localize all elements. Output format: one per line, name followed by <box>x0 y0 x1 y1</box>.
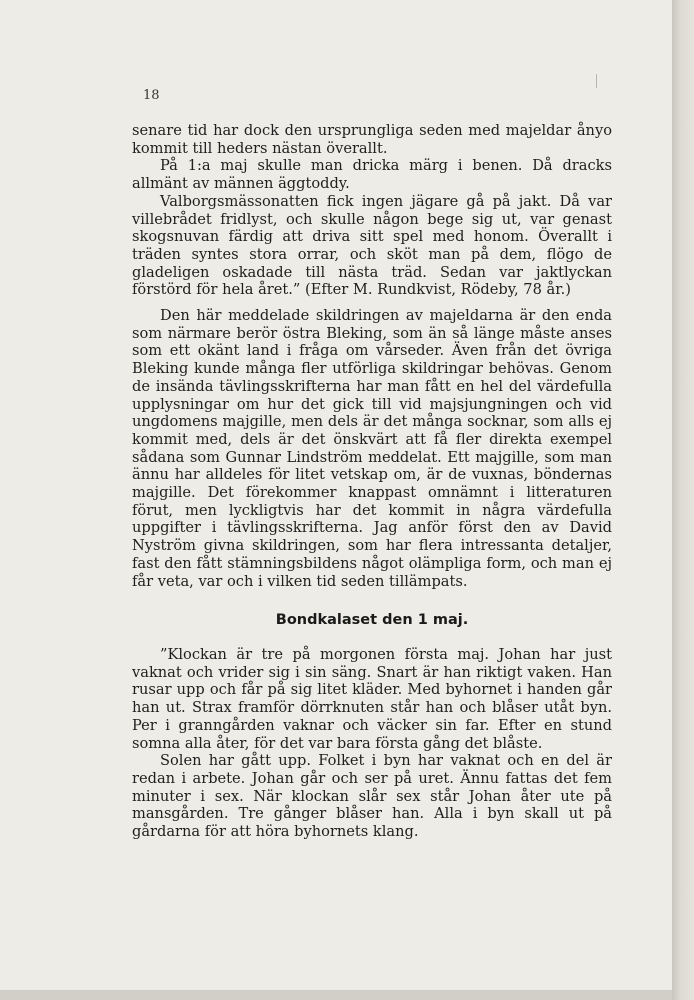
paragraph-6: Solen har gått upp. Folket i byn har vaknat och en del är redan i arbete. Johan går och ser på uret. Ännu fattas det fem minuter i sex. När klockan slår sex står Johan åter ute på mansgården. Tre gånger blåser han. Alla i byn skall ut på gårdarna för att höra byhornets klang. <box>132 752 612 841</box>
page-number: 18 <box>143 88 160 103</box>
paragraph-2: På 1:a maj skulle man dricka märg i benen. Då dracks allmänt av männen äggtoddy. <box>132 157 612 193</box>
page-edge <box>672 0 694 1000</box>
body-text <box>132 122 612 841</box>
paragraph-3: Valborgsmässonatten fick ingen jägare gå på jakt. Då var villebrådet fridlyst, och skulle någon bege sig ut, var genast skogsnuvan färdig att driva sitt spel med honom. Överallt i träden syntes stora orrar, och sköt man på dem, flögo de gladeligen oskadade till nästa träd. Sedan var jaktlyckan förstörd för hela året.” (Efter M. Rundkvist, Rödeby, 78 år.) <box>132 192 612 299</box>
paragraph-5: ”Klockan är tre på morgonen första maj. Johan har just vaknat och vrider sig i sin säng. Snart är han riktigt vaken. Han rusar upp och får på sig litet kläder. Med byhornet i handen går han ut. Strax framför dörrknuten står han och blåser utåt byn. Per i granngården vaknar och väcker sin far. Efter en stund somna alla åter, för det var bara första gång det blåste. <box>132 645 612 752</box>
paragraph-4: Den här meddelade skildringen av majeldarna är den enda som närmare berör östra Bleking, som än så länge måste anses som ett okänt land i fråga om vårseder. Även från det övriga Bleking kunde många fler utförliga skildringar behövas. Genom de insända tävlingsskrifterna har man fått en hel del värdefulla upplysningar om hur det gick till vid majsjungningen och vid ungdomens majgille, men dels är det många socknar, som alls ej kommit med, dels är det önskvärt att få fler direkta exempel sådana som Gunnar Lindström meddelat. Ett majgille, som man ännu har alldeles för litet vetskap om, är de vuxnas, böndernas majgille. Det förekommer knappast omnämnt i litteraturen förut, men lyckligtvis har det kommit in några värdefulla uppgifter i tävlingsskrifterna. Jag anför först den av David Nyström givna skildringen, som har flera intressanta detaljer, fast den fått stämningsbildens något olämpliga form, och man ej får veta, var och i vilken tid seden tillämpats. <box>132 307 612 590</box>
section-heading: Bondkalaset den 1 maj. <box>275 612 469 629</box>
margin-mark <box>596 74 597 88</box>
page-bottom-edge <box>0 990 672 1000</box>
paragraph-1: senare tid har dock den ursprungliga seden med majeldar ånyo kommit till heders nästan överallt. <box>132 122 612 157</box>
